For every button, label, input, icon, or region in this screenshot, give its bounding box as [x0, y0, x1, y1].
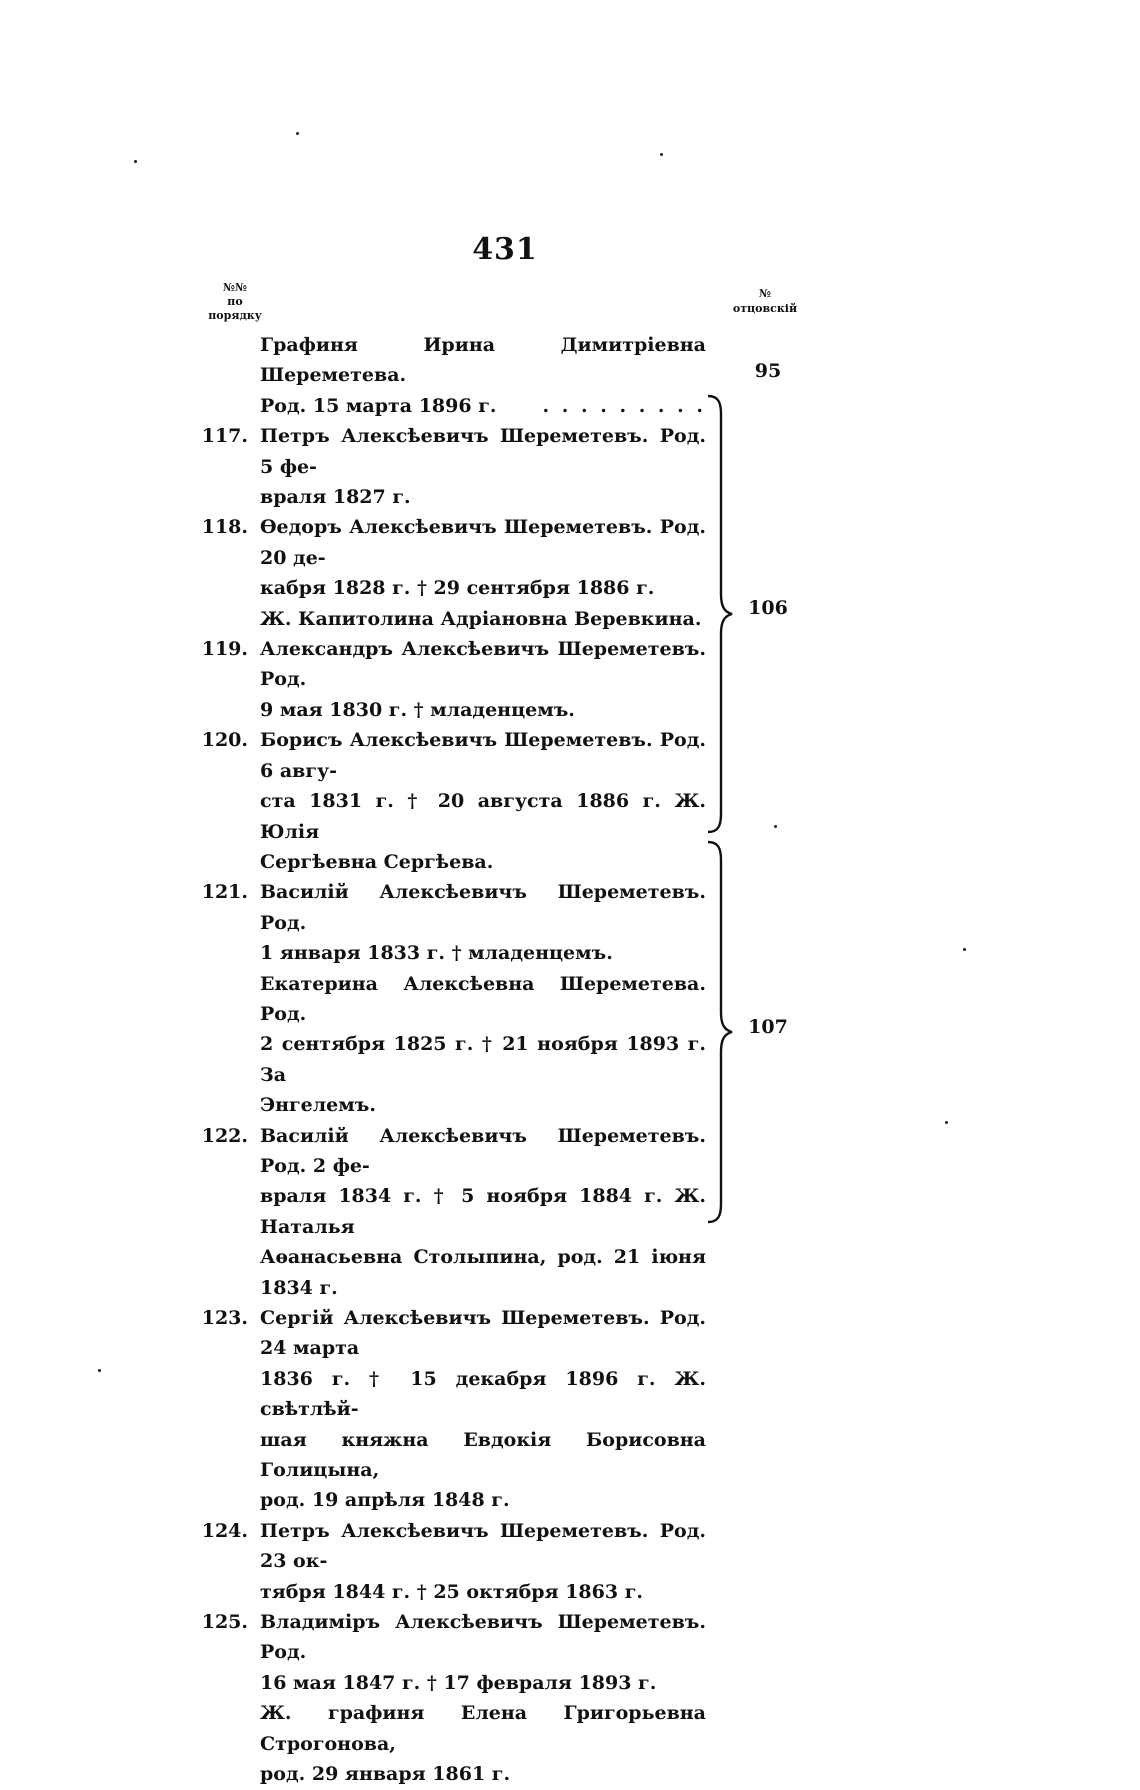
entry-line: Энгелемъ. — [260, 1094, 376, 1117]
entry-line: Сергій Алексѣевичъ Шереметевъ. Род. 24 марта — [260, 1307, 706, 1360]
entry-line: Ж. графиня Елена Григорьевна Строгонова, — [260, 1702, 706, 1755]
entry-text — [260, 1607, 706, 1789]
entry-line: Аѳанасьевна Столыпина, род. 21 іюня 1834 г. — [260, 1246, 706, 1299]
entry-line: 9 мая 1830 г. † младенцемъ. — [260, 698, 575, 721]
entry-line: Графиня Ирина Димитріевна Шереметева. — [260, 334, 706, 387]
entry — [0, 634, 1140, 725]
entry-line: тября 1844 г. † 25 октября 1863 г. — [260, 1580, 643, 1603]
father-reference: 107 — [748, 1016, 788, 1038]
entry-line: Владиміръ Алексѣевичъ Шереметевъ. Род. — [260, 1611, 706, 1664]
header-right-line: отцовскій — [732, 302, 798, 315]
entry-line: 16 мая 1847 г. † 17 февраля 1893 г. — [260, 1671, 657, 1694]
entry — [0, 1121, 1140, 1303]
entry-number: 118. — [201, 516, 248, 539]
father-reference: 95 — [754, 360, 782, 382]
print-speck — [98, 1369, 101, 1372]
father-number-column-header — [728, 286, 802, 316]
entry-text — [260, 330, 706, 421]
entry-line: кабря 1828 г. † 29 сентября 1886 г. — [260, 577, 655, 600]
entry — [0, 877, 1140, 1120]
entry-line: шая княжна Евдокія Борисовна Голицына, — [260, 1428, 706, 1482]
entry-text — [260, 512, 706, 634]
entry-number: 120. — [201, 729, 248, 752]
entry-line: Василій Алексѣевичъ Шереметевъ. Род. 2 фе- — [260, 1124, 706, 1177]
entry-line: Петръ Алексѣевичъ Шереметевъ. Род. 5 фе- — [260, 425, 706, 478]
entry-number: 121. — [201, 881, 248, 904]
entry-line: Ѳедоръ Алексѣевичъ Шереметевъ. Род. 20 де- — [260, 516, 706, 569]
entry — [0, 1516, 1140, 1607]
entry-text — [260, 877, 706, 1120]
entry-text — [260, 634, 706, 725]
print-speck — [296, 132, 299, 135]
entry-line: 2 сентября 1825 г. † 21 ноября 1893 г. За — [260, 1033, 706, 1086]
entry-line: род. 19 апрѣля 1848 г. — [260, 1489, 510, 1512]
leader-dots: . . . . . . . . . — [542, 394, 706, 417]
curly-brace-icon — [706, 840, 736, 1224]
page-number: 431 — [472, 232, 538, 267]
entry-line: враля 1834 г. † 5 ноября 1884 г. Ж. Наталья — [260, 1185, 706, 1238]
entry — [0, 725, 1140, 877]
entry-number: 119. — [201, 638, 248, 661]
entry-line: ста 1831 г. † 20 августа 1886 г. Ж. Юлія — [260, 790, 706, 843]
print-speck — [134, 160, 137, 163]
entry-number: 123. — [201, 1307, 248, 1329]
entry — [0, 1607, 1140, 1789]
entry-line: Петръ Алексѣевичъ Шереметевъ. Род. 23 ок- — [260, 1519, 706, 1573]
entry — [0, 421, 1140, 512]
father-reference: 106 — [748, 597, 788, 619]
entry — [0, 330, 1140, 421]
entry-text — [260, 421, 706, 512]
entry-line: Борисъ Алексѣевичъ Шереметевъ. Род. 6 авгу- — [260, 729, 706, 782]
header-left-line: по — [227, 295, 243, 308]
print-speck — [660, 153, 663, 156]
entry-line: Екатерина Алексѣевна Шереметева. Род. — [260, 972, 706, 1025]
entry-text — [260, 725, 706, 877]
header-left-line: №№ — [223, 281, 247, 294]
print-speck — [945, 1121, 948, 1124]
order-number-column-header — [200, 281, 270, 323]
entry-text — [260, 1303, 706, 1516]
entry-line: Ж. Капитолина Адріановна Веревкина. — [260, 607, 702, 630]
entry-line-text: Род. 15 марта 1896 г. — [260, 394, 497, 417]
entry-line: Сергѣевна Сергѣева. — [260, 850, 494, 873]
entry-line: враля 1827 г. — [260, 486, 411, 509]
entry-number: 125. — [201, 1611, 248, 1634]
header-left-line: порядку — [208, 309, 262, 322]
entry-line: Василій Алексѣевичъ Шереметевъ. Род. — [260, 881, 706, 934]
entry-line: Александръ Алексѣевичъ Шереметевъ. Род. — [260, 638, 706, 691]
entry-line — [260, 391, 706, 421]
entry-number: 122. — [201, 1124, 248, 1147]
entry-line: 1836 г. † 15 декабря 1896 г. Ж. свѣтлѣй- — [260, 1367, 706, 1421]
entry-line: род. 29 января 1861 г. — [260, 1763, 511, 1786]
entry — [0, 512, 1140, 634]
print-speck — [774, 825, 777, 828]
entry-number: 117. — [201, 425, 248, 448]
entry-text — [260, 1516, 706, 1607]
entry — [0, 1303, 1140, 1516]
curly-brace-icon — [706, 394, 736, 834]
entry-text — [260, 1121, 706, 1303]
entry-line: 1 января 1833 г. † младенцемъ. — [260, 942, 613, 965]
header-right-line: № — [759, 287, 771, 300]
entry-number: 124. — [201, 1519, 248, 1542]
genealogy-entries — [0, 330, 1140, 1790]
print-speck — [963, 948, 966, 951]
